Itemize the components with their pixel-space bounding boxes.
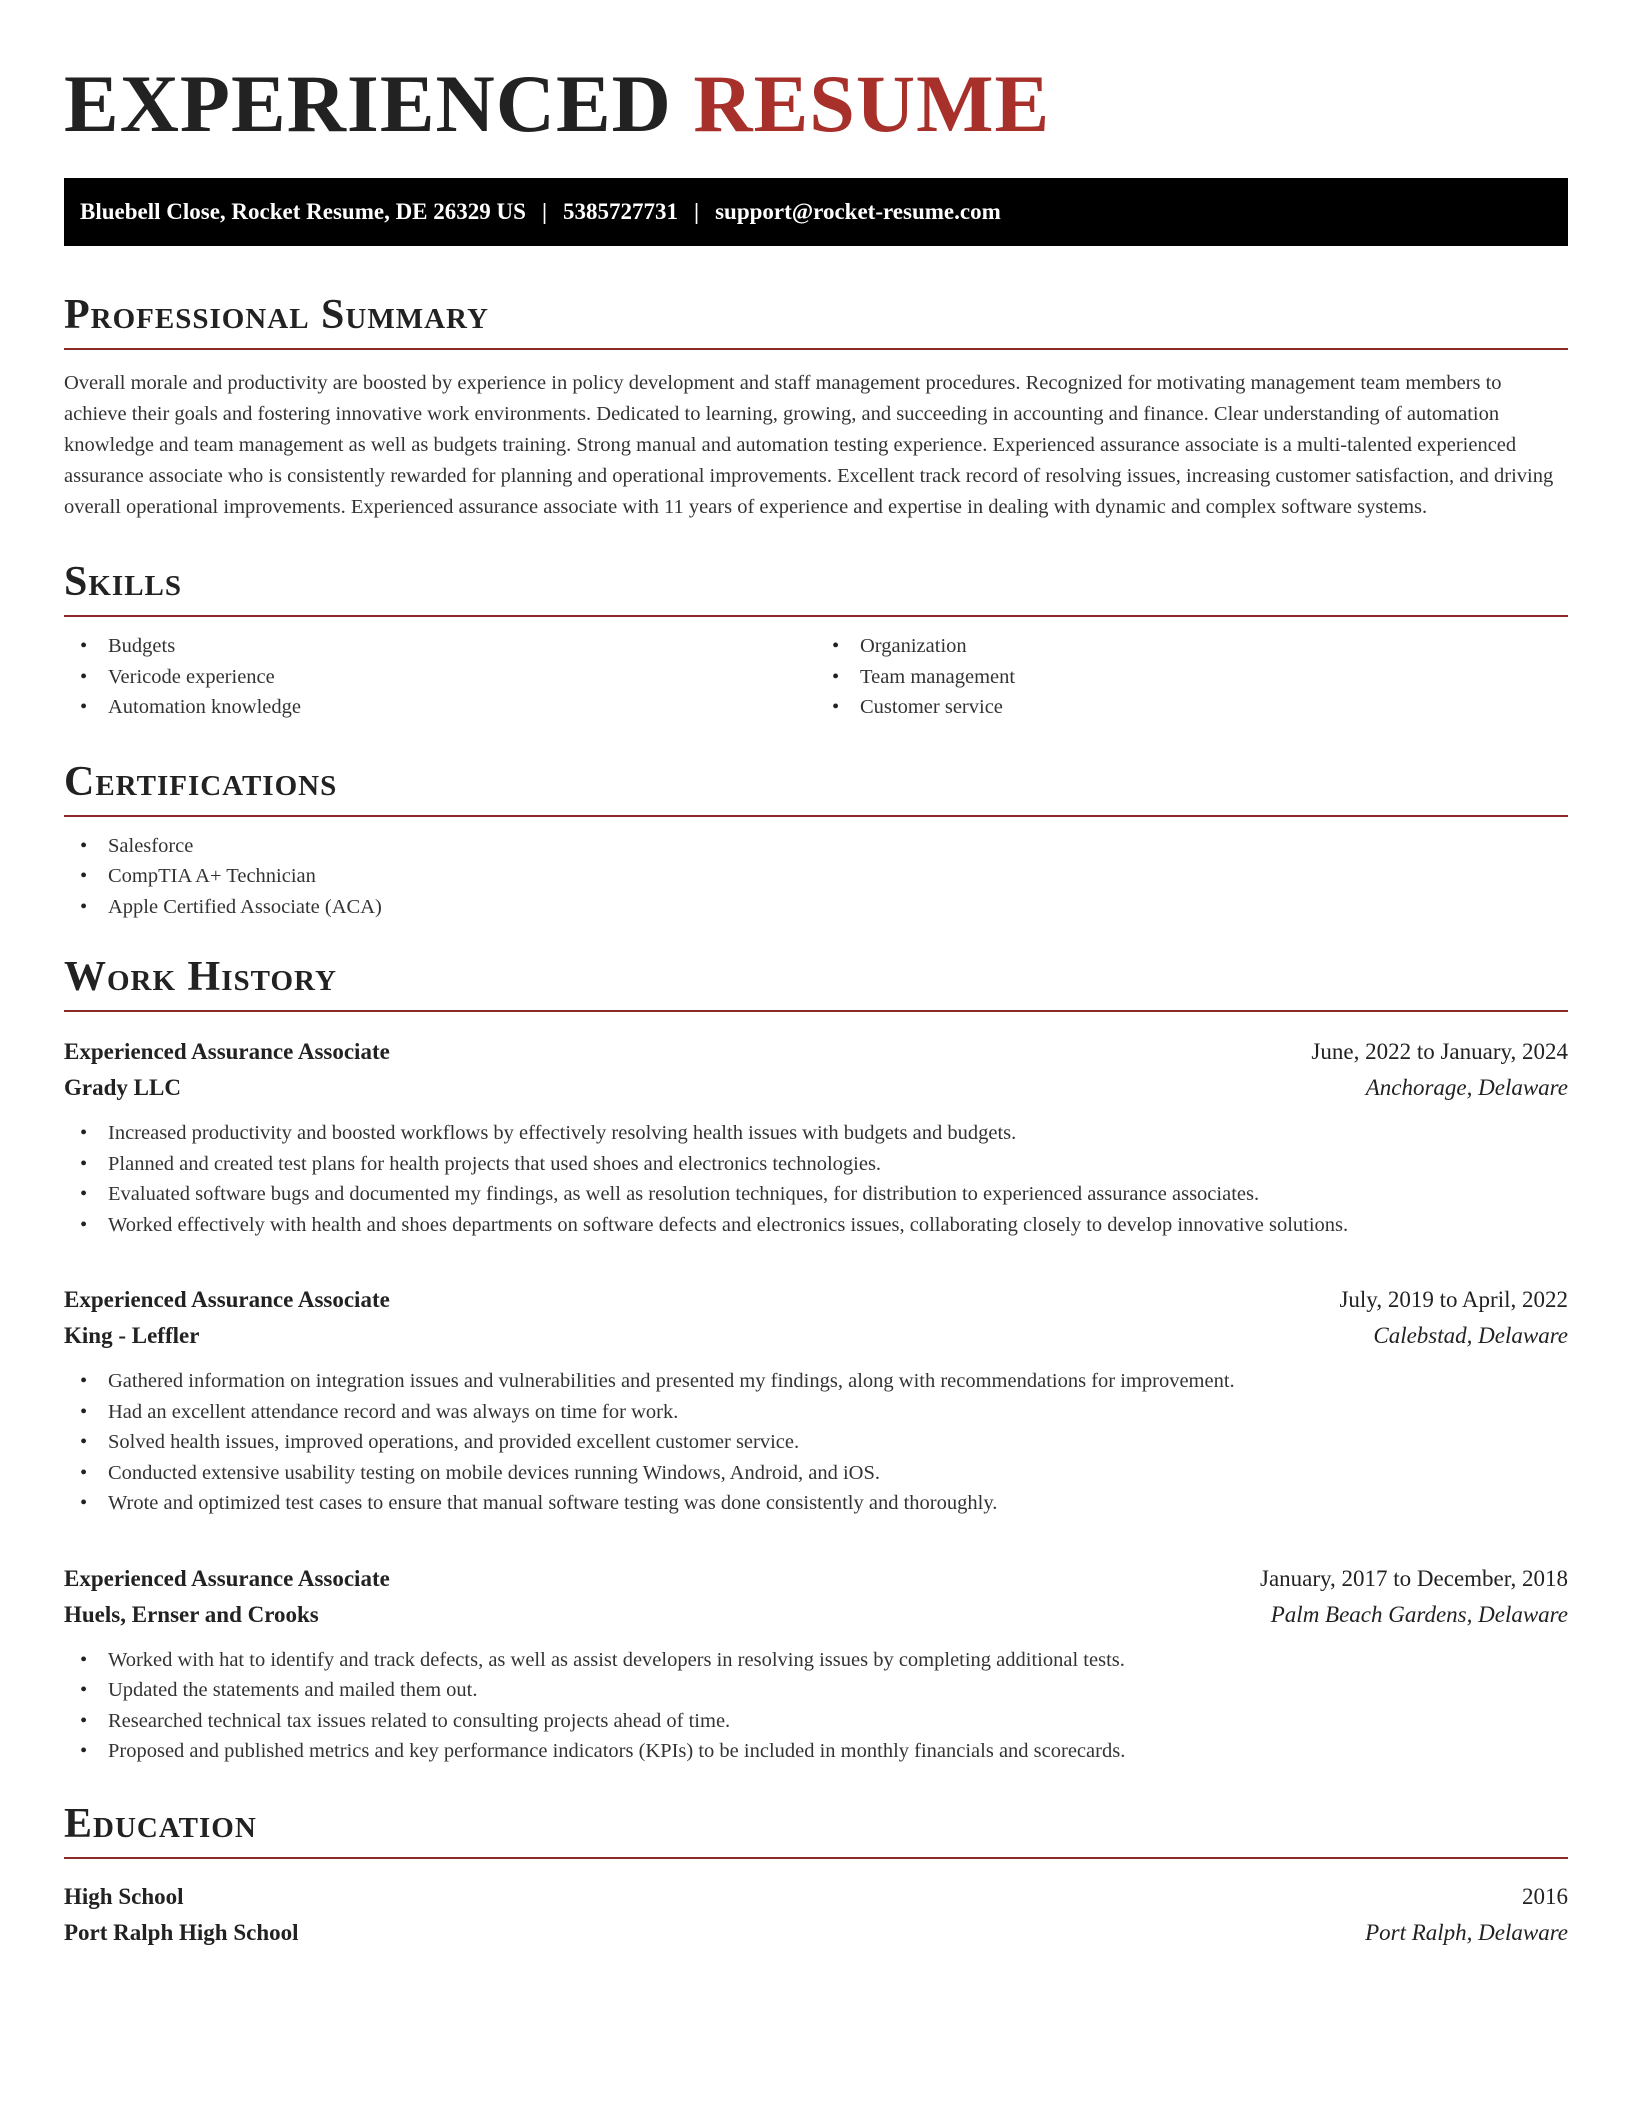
skill-item: • Budgets <box>64 631 816 662</box>
skill-item: • Organization <box>816 631 1568 662</box>
job-bullet: • Gathered information on integration issues and vulnerabilities and presented my findings, along with recommendations for improvement. <box>64 1366 1568 1397</box>
job-bullets <box>64 1366 1568 1519</box>
education-entry <box>64 1879 1568 1951</box>
job-company: Huels, Ernser and Crooks <box>64 1601 319 1627</box>
contact-separator: | <box>694 199 700 224</box>
education-heading: Education <box>64 1799 1568 1859</box>
job-entry <box>64 1034 1568 1240</box>
summary-section <box>64 290 1568 523</box>
certification-item: • Salesforce <box>64 831 1568 862</box>
job-bullet: • Proposed and published metrics and key performance indicators (KPIs) to be included in monthly financials and scorecards. <box>64 1736 1568 1767</box>
summary-text: Overall morale and productivity are boosted by experience in policy development and staff management procedures. Recognized for motivating management team members to achieve their goals and fostering innovative work environments. Dedicated to learning, growing, and succeeding in accounting and finance. Clear understanding of automation knowledge and team management as well as budgets training. Strong manual and automation testing experience. Experienced assurance associate is a multi-talented experienced assurance associate who is consistently rewarded for planning and operational improvements. Excellent track record of resolving issues, increasing customer satisfaction, and driving overall operational improvements. Experienced assurance associate with 11 years of experience and expertise in dealing with dynamic and complex software systems. <box>64 372 1554 518</box>
certifications-list <box>64 831 1568 923</box>
job-location: Calebstad, Delaware <box>1373 1323 1568 1348</box>
education-year: 2016 <box>1522 1883 1568 1909</box>
job-company: Grady LLC <box>64 1075 181 1100</box>
work-history-section <box>64 952 1568 1767</box>
job-bullet: • Evaluated software bugs and documented my findings, as well as resolution techniques, for distribution to experienced assurance associates. <box>64 1179 1568 1210</box>
job-location: Palm Beach Gardens, Delaware <box>1270 1601 1568 1627</box>
education-school: Port Ralph High School <box>64 1919 299 1945</box>
job-header-row <box>64 1282 1568 1318</box>
education-degree: High School <box>64 1883 184 1909</box>
job-bullet: • Updated the statements and mailed them out. <box>64 1675 1568 1706</box>
summary-heading: Professional Summary <box>64 290 1568 350</box>
skill-item: • Customer service <box>816 692 1568 723</box>
job-company: King - Leffler <box>64 1323 200 1348</box>
work-history-heading: Work History <box>64 952 1568 1012</box>
job-bullet: • Worked with hat to identify and track defects, as well as assist developers in resolving issues by completing additional tests. <box>64 1645 1568 1676</box>
job-bullet: • Conducted extensive usability testing on mobile devices running Windows, Android, and iOS. <box>64 1458 1568 1489</box>
skill-item: • Vericode experience <box>64 662 816 693</box>
job-bullet: • Planned and created test plans for health projects that used shoes and electronics technologies. <box>64 1149 1568 1180</box>
job-title: Experienced Assurance Associate <box>64 1287 390 1312</box>
job-location: Anchorage, Delaware <box>1365 1075 1568 1100</box>
skill-item: • Automation knowledge <box>64 692 816 723</box>
skills-list-left <box>64 631 816 723</box>
certification-item: • Apple Certified Associate (ACA) <box>64 892 1568 923</box>
skill-item: • Team management <box>816 662 1568 693</box>
contact-phone: 5385727731 <box>563 199 679 224</box>
skills-list-right <box>816 631 1568 723</box>
contact-separator: | <box>541 199 548 224</box>
skills-heading: Skills <box>64 557 1568 617</box>
job-company-row <box>64 1597 1568 1633</box>
certifications-section <box>64 757 1568 923</box>
job-bullet: • Increased productivity and boosted workflows by effectively resolving health issues with budgets and budgets. <box>64 1118 1568 1149</box>
job-dates: June, 2022 to January, 2024 <box>1311 1039 1568 1064</box>
education-section <box>64 1799 1568 1951</box>
job-title: Experienced Assurance Associate <box>64 1565 390 1591</box>
contact-address: Bluebell Close, Rocket Resume, DE 26329 US <box>80 199 526 224</box>
job-dates: July, 2019 to April, 2022 <box>1339 1287 1568 1312</box>
job-company-row <box>64 1318 1568 1354</box>
job-bullet: • Solved health issues, improved operations, and provided excellent customer service. <box>64 1427 1568 1458</box>
skills-grid <box>64 631 1568 723</box>
education-degree-row <box>64 1879 1568 1915</box>
job-bullets <box>64 1645 1568 1767</box>
job-bullet: • Had an excellent attendance record and was always on time for work. <box>64 1397 1568 1428</box>
job-bullet: • Wrote and optimized test cases to ensure that manual software testing was done consistently and thoroughly. <box>64 1488 1568 1519</box>
education-location: Port Ralph, Delaware <box>1365 1919 1568 1945</box>
job-company-row <box>64 1070 1568 1106</box>
job-bullet: • Researched technical tax issues related to consulting projects ahead of time. <box>64 1706 1568 1737</box>
job-dates: January, 2017 to December, 2018 <box>1260 1565 1568 1591</box>
certification-item: • CompTIA A+ Technician <box>64 861 1568 892</box>
job-bullets <box>64 1118 1568 1240</box>
contact-email: support@rocket-resume.com <box>715 199 1001 224</box>
certifications-heading: Certifications <box>64 757 1568 817</box>
contact-bar <box>64 178 1568 246</box>
job-header-row <box>64 1034 1568 1070</box>
job-entry <box>64 1282 1568 1519</box>
name-first: EXPERIENCED <box>64 58 672 149</box>
education-school-row <box>64 1915 1568 1951</box>
job-header-row <box>64 1561 1568 1597</box>
job-bullet: • Worked effectively with health and shoes departments on software defects and electronics issues, collaborating closely to develop innovative solutions. <box>64 1210 1568 1241</box>
job-entry <box>64 1561 1568 1767</box>
skills-section <box>64 557 1568 723</box>
resume-name <box>64 0 1568 152</box>
name-last: RESUME <box>693 58 1051 149</box>
job-title: Experienced Assurance Associate <box>64 1039 390 1064</box>
